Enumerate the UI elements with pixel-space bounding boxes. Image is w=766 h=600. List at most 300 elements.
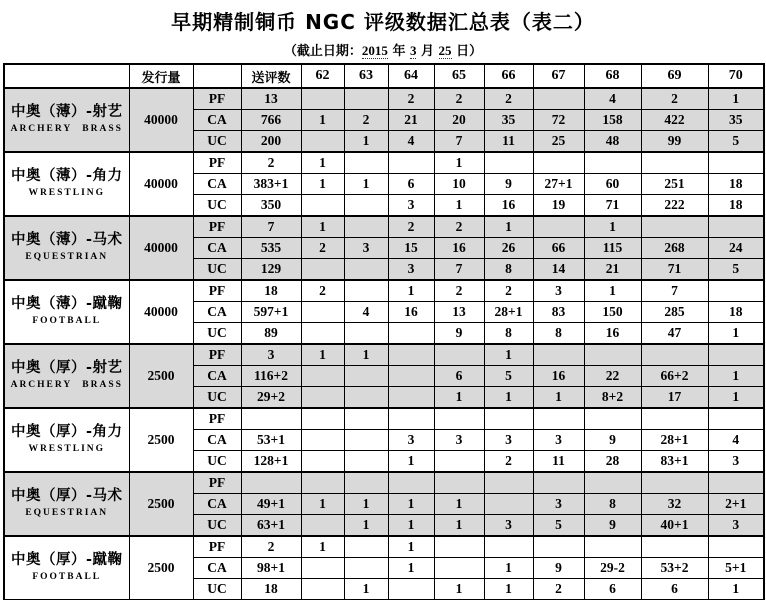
grade-cell [301, 302, 344, 323]
mintage-cell: 2500 [129, 344, 193, 408]
grade-cell [533, 88, 584, 110]
grade-cell [344, 280, 388, 302]
coin-label-cell [4, 408, 129, 472]
grade-cell [484, 472, 533, 494]
grade-cell: 32 [641, 494, 708, 515]
grade-cell [301, 387, 344, 409]
grade-cell: 6 [388, 174, 434, 195]
grade-cell: 4 [584, 88, 641, 110]
grade-cell: 16 [533, 366, 584, 387]
grade-cell: 28 [584, 451, 641, 473]
grade-cell: 29-2 [584, 558, 641, 579]
grade-cell [344, 216, 388, 238]
grading-row [4, 280, 764, 302]
grade-cell: 8 [533, 323, 584, 345]
grade-cell [533, 408, 584, 430]
grade-cell: 3 [533, 280, 584, 302]
grade-cell: 1 [708, 387, 764, 409]
grade-column-header: 69 [641, 64, 708, 88]
subtitle-text-part: （截止日期： [283, 44, 362, 59]
grade-cell: 7 [434, 131, 484, 153]
finish-type-cell: UC [193, 515, 241, 537]
grade-cell: 19 [533, 195, 584, 217]
grade-cell: 1 [301, 344, 344, 366]
submissions-cell: 49+1 [241, 494, 301, 515]
grade-cell: 1 [388, 280, 434, 302]
grade-cell: 48 [584, 131, 641, 153]
mintage-cell: 40000 [129, 88, 193, 152]
grade-cell: 6 [641, 579, 708, 600]
finish-type-cell: UC [193, 259, 241, 281]
grade-cell: 5 [533, 515, 584, 537]
grade-cell: 2 [301, 238, 344, 259]
submissions-cell: 18 [241, 579, 301, 600]
grade-cell: 1 [301, 536, 344, 558]
finish-type-cell: CA [193, 558, 241, 579]
finish-type-cell: PF [193, 280, 241, 302]
grade-cell: 5 [708, 131, 764, 153]
submissions-cell: 89 [241, 323, 301, 345]
coin-label-cell [4, 344, 129, 408]
grade-cell: 1 [388, 494, 434, 515]
grade-cell: 18 [708, 195, 764, 217]
grade-cell: 1 [344, 494, 388, 515]
grade-cell [344, 152, 388, 174]
grade-cell: 1 [301, 174, 344, 195]
subtitle-text-part: 年 [387, 44, 410, 59]
table-body [4, 88, 764, 600]
grade-cell [388, 387, 434, 409]
finish-type-cell: CA [193, 110, 241, 131]
grade-cell: 24 [708, 238, 764, 259]
grade-cell: 40+1 [641, 515, 708, 537]
grade-cell [344, 430, 388, 451]
grade-cell [434, 451, 484, 473]
coin-label-cell [4, 280, 129, 344]
grade-cell [388, 366, 434, 387]
grade-cell: 1 [388, 451, 434, 473]
coin-name-cn: 中奥（厚）-马术 [10, 488, 123, 505]
submissions-cell: 383+1 [241, 174, 301, 195]
coin-name-cn: 中奥（薄）-射艺 [10, 104, 123, 121]
grade-cell [641, 408, 708, 430]
finish-type-cell: UC [193, 131, 241, 153]
grade-cell: 3 [533, 430, 584, 451]
mintage-cell: 2500 [129, 472, 193, 536]
grade-cell [533, 344, 584, 366]
grading-row [4, 88, 764, 110]
grade-cell: 16 [388, 302, 434, 323]
grade-cell: 5+1 [708, 558, 764, 579]
grade-cell: 1 [344, 174, 388, 195]
grade-cell: 28+1 [484, 302, 533, 323]
grade-cell: 2 [434, 280, 484, 302]
grade-cell: 7 [641, 280, 708, 302]
grade-cell: 1 [301, 152, 344, 174]
mintage-cell: 40000 [129, 216, 193, 280]
grade-cell [301, 131, 344, 153]
grade-cell: 25 [533, 131, 584, 153]
grade-cell: 10 [434, 174, 484, 195]
grade-cell: 8 [484, 259, 533, 281]
grade-cell: 1 [344, 579, 388, 600]
grading-row [4, 344, 764, 366]
grade-cell [641, 536, 708, 558]
finish-type-cell: UC [193, 579, 241, 600]
grade-cell: 9 [584, 430, 641, 451]
grading-summary-table [3, 63, 765, 600]
grading-row [4, 216, 764, 238]
submissions-cell: 63+1 [241, 515, 301, 537]
grade-column-header: 68 [584, 64, 641, 88]
grade-cell: 1 [301, 216, 344, 238]
grade-cell [388, 323, 434, 345]
grade-cell: 11 [484, 131, 533, 153]
grade-cell [388, 408, 434, 430]
grade-cell: 28+1 [641, 430, 708, 451]
submissions-cell: 29+2 [241, 387, 301, 409]
grade-cell: 66 [533, 238, 584, 259]
finish-type-cell: CA [193, 366, 241, 387]
grade-cell [344, 259, 388, 281]
finish-type-cell: UC [193, 323, 241, 345]
submissions-cell: 200 [241, 131, 301, 153]
grade-cell: 150 [584, 302, 641, 323]
grade-cell [708, 536, 764, 558]
grade-cell [484, 408, 533, 430]
submissions-cell: 350 [241, 195, 301, 217]
grade-column-header: 64 [388, 64, 434, 88]
coin-name-cn: 中奥（厚）-角力 [10, 424, 123, 441]
grade-cell: 115 [584, 238, 641, 259]
grade-cell [708, 152, 764, 174]
grade-cell: 9 [584, 515, 641, 537]
subtitle-text-part: 月 [416, 44, 439, 59]
grade-cell [344, 88, 388, 110]
grade-cell: 1 [584, 216, 641, 238]
grade-cell [434, 536, 484, 558]
grade-cell: 21 [388, 110, 434, 131]
grade-cell: 5 [484, 366, 533, 387]
finish-type-cell: PF [193, 408, 241, 430]
coin-name-en: ARCHERY BRASS [10, 124, 123, 135]
grade-cell: 1 [708, 323, 764, 345]
grade-cell [708, 472, 764, 494]
grade-cell [301, 366, 344, 387]
grade-cell [301, 515, 344, 537]
subtitle [0, 40, 766, 59]
coin-column-header [4, 64, 129, 88]
grade-cell [584, 472, 641, 494]
grade-cell: 2 [344, 110, 388, 131]
grade-cell: 8+2 [584, 387, 641, 409]
grade-cell: 26 [484, 238, 533, 259]
grade-cell [301, 323, 344, 345]
grade-cell [641, 472, 708, 494]
grade-cell: 83 [533, 302, 584, 323]
finish-type-cell: PF [193, 472, 241, 494]
coin-name-cn: 中奥（厚）-蹴鞠 [10, 552, 123, 569]
grade-cell: 1 [708, 88, 764, 110]
grade-cell [641, 216, 708, 238]
grade-cell [484, 152, 533, 174]
submissions-cell [241, 472, 301, 494]
grade-cell: 1 [484, 558, 533, 579]
grade-cell: 6 [584, 579, 641, 600]
grade-cell [708, 344, 764, 366]
grade-cell [584, 152, 641, 174]
grade-cell [708, 216, 764, 238]
grade-cell: 35 [484, 110, 533, 131]
subtitle-text-part: 日） [451, 44, 483, 59]
grade-cell: 3 [344, 238, 388, 259]
grade-cell: 1 [301, 110, 344, 131]
grade-cell [344, 195, 388, 217]
grade-cell: 47 [641, 323, 708, 345]
grade-cell: 3 [388, 195, 434, 217]
grade-cell: 1 [301, 494, 344, 515]
grade-cell [301, 259, 344, 281]
grade-cell [344, 536, 388, 558]
finish-type-cell: PF [193, 216, 241, 238]
grade-cell [301, 195, 344, 217]
grade-cell: 1 [434, 515, 484, 537]
grade-column-header: 66 [484, 64, 533, 88]
grade-cell: 8 [484, 323, 533, 345]
finish-type-cell: PF [193, 152, 241, 174]
grade-cell: 2 [434, 216, 484, 238]
mintage-cell: 40000 [129, 280, 193, 344]
grade-cell [301, 408, 344, 430]
grade-cell: 3 [388, 430, 434, 451]
submissions-cell: 3 [241, 344, 301, 366]
grade-cell: 2 [388, 216, 434, 238]
subtitle-date-part: 2015 [361, 43, 388, 58]
grade-cell: 6 [434, 366, 484, 387]
grade-cell: 3 [708, 515, 764, 537]
grade-cell: 15 [388, 238, 434, 259]
grade-cell [533, 536, 584, 558]
grade-cell: 99 [641, 131, 708, 153]
grade-cell: 1 [484, 579, 533, 600]
grade-cell: 3 [434, 430, 484, 451]
coin-name-cn: 中奥（薄）-角力 [10, 168, 123, 185]
grade-cell: 1 [708, 579, 764, 600]
grade-cell [301, 451, 344, 473]
coin-name-en: EQUESTRIAN [25, 252, 109, 263]
grade-cell: 1 [533, 387, 584, 409]
grade-cell [641, 344, 708, 366]
grade-cell: 3 [484, 515, 533, 537]
grade-cell: 20 [434, 110, 484, 131]
submissions-cell: 7 [241, 216, 301, 238]
submissions-cell: 2 [241, 152, 301, 174]
grade-cell: 71 [641, 259, 708, 281]
grade-cell: 1 [434, 579, 484, 600]
grade-cell: 1 [434, 152, 484, 174]
grade-cell: 27+1 [533, 174, 584, 195]
coin-name-en: FOOTBALL [32, 316, 102, 327]
coin-label-cell [4, 216, 129, 280]
grading-row [4, 536, 764, 558]
grade-cell: 1 [388, 536, 434, 558]
grade-cell: 18 [708, 302, 764, 323]
finish-type-cell: PF [193, 88, 241, 110]
grade-cell: 1 [388, 515, 434, 537]
grade-cell [301, 472, 344, 494]
grading-row [4, 472, 764, 494]
grade-cell: 11 [533, 451, 584, 473]
finish-type-cell: CA [193, 494, 241, 515]
grade-cell: 1 [388, 558, 434, 579]
grade-cell: 21 [584, 259, 641, 281]
coin-name-cn: 中奥（厚）-射艺 [10, 360, 123, 377]
finish-type-cell: UC [193, 195, 241, 217]
coin-name-cn: 中奥（薄）-马术 [10, 232, 123, 249]
grade-cell: 71 [584, 195, 641, 217]
grade-cell: 1 [434, 195, 484, 217]
header-row [4, 64, 764, 88]
coin-label-cell [4, 472, 129, 536]
grade-cell: 3 [388, 259, 434, 281]
grade-cell [533, 152, 584, 174]
grade-cell: 2 [301, 280, 344, 302]
coin-name-en: FOOTBALL [32, 572, 102, 583]
grade-cell [388, 344, 434, 366]
grade-cell: 9 [434, 323, 484, 345]
grade-cell [708, 280, 764, 302]
finish-type-cell: CA [193, 430, 241, 451]
grade-cell: 1 [344, 131, 388, 153]
grade-cell: 158 [584, 110, 641, 131]
submissions-column-header: 送评数 [241, 64, 301, 88]
grade-cell [344, 558, 388, 579]
grade-cell: 72 [533, 110, 584, 131]
grade-cell: 8 [584, 494, 641, 515]
grade-cell [301, 558, 344, 579]
grade-cell: 9 [484, 174, 533, 195]
grade-cell [344, 387, 388, 409]
grade-cell [533, 472, 584, 494]
grade-cell: 1 [584, 280, 641, 302]
grade-cell: 22 [584, 366, 641, 387]
grade-cell [344, 323, 388, 345]
coin-name-en: WRESTLING [28, 444, 106, 455]
submissions-cell [241, 408, 301, 430]
submissions-cell: 766 [241, 110, 301, 131]
grade-cell [301, 430, 344, 451]
grade-cell: 13 [434, 302, 484, 323]
grade-cell: 251 [641, 174, 708, 195]
grade-cell: 1 [344, 515, 388, 537]
submissions-cell: 18 [241, 280, 301, 302]
grade-cell: 1 [434, 494, 484, 515]
grade-cell: 60 [584, 174, 641, 195]
grade-cell: 2 [533, 579, 584, 600]
submissions-cell: 128+1 [241, 451, 301, 473]
coin-name-cn: 中奥（薄）-蹴鞠 [10, 296, 123, 313]
grade-cell: 16 [584, 323, 641, 345]
grade-cell [641, 152, 708, 174]
finish-type-cell: PF [193, 536, 241, 558]
grade-column-header: 63 [344, 64, 388, 88]
grade-cell [708, 408, 764, 430]
grade-cell [301, 88, 344, 110]
grade-cell: 1 [434, 387, 484, 409]
coin-name-en: ARCHERY BRASS [10, 380, 123, 391]
grade-cell [484, 536, 533, 558]
grade-column-header: 67 [533, 64, 584, 88]
grade-cell [434, 558, 484, 579]
grade-cell: 9 [533, 558, 584, 579]
grade-cell: 2+1 [708, 494, 764, 515]
grading-row [4, 408, 764, 430]
grade-cell [388, 152, 434, 174]
coin-name-en: EQUESTRIAN [25, 508, 109, 519]
grade-cell [434, 408, 484, 430]
grade-cell: 3 [708, 451, 764, 473]
grade-cell: 16 [434, 238, 484, 259]
grade-cell: 1 [344, 344, 388, 366]
grade-cell: 35 [708, 110, 764, 131]
coin-label-cell [4, 536, 129, 600]
grade-cell: 2 [484, 88, 533, 110]
grade-cell: 422 [641, 110, 708, 131]
grade-cell [584, 344, 641, 366]
mintage-column-header: 发行量 [129, 64, 193, 88]
mintage-cell: 40000 [129, 152, 193, 216]
grade-cell: 2 [388, 88, 434, 110]
subtitle-date-part: 3 [409, 43, 417, 58]
grade-cell [344, 366, 388, 387]
submissions-cell: 535 [241, 238, 301, 259]
grade-cell [434, 472, 484, 494]
grade-cell [301, 579, 344, 600]
grade-cell [344, 472, 388, 494]
grade-cell: 83+1 [641, 451, 708, 473]
grade-cell: 4 [708, 430, 764, 451]
coin-label-cell [4, 88, 129, 152]
finish-type-cell: CA [193, 302, 241, 323]
finish-type-cell: CA [193, 174, 241, 195]
grade-cell [388, 579, 434, 600]
grade-cell [484, 494, 533, 515]
finish-type-cell: UC [193, 387, 241, 409]
grade-cell [533, 216, 584, 238]
grade-cell: 66+2 [641, 366, 708, 387]
grade-cell [344, 451, 388, 473]
grade-cell [388, 472, 434, 494]
grade-cell: 1 [484, 387, 533, 409]
finish-type-cell: CA [193, 238, 241, 259]
grade-cell: 14 [533, 259, 584, 281]
grade-column-header: 70 [708, 64, 764, 88]
grade-cell [434, 344, 484, 366]
grade-cell: 16 [484, 195, 533, 217]
grade-cell: 18 [708, 174, 764, 195]
submissions-cell: 129 [241, 259, 301, 281]
subtitle-date-part: 25 [438, 43, 452, 58]
grade-cell: 222 [641, 195, 708, 217]
grade-cell: 4 [388, 131, 434, 153]
grade-cell: 2 [434, 88, 484, 110]
grade-cell: 1 [708, 366, 764, 387]
grade-cell: 7 [434, 259, 484, 281]
grade-column-header: 62 [301, 64, 344, 88]
grade-cell: 17 [641, 387, 708, 409]
grade-cell: 5 [708, 259, 764, 281]
grade-cell: 1 [484, 216, 533, 238]
